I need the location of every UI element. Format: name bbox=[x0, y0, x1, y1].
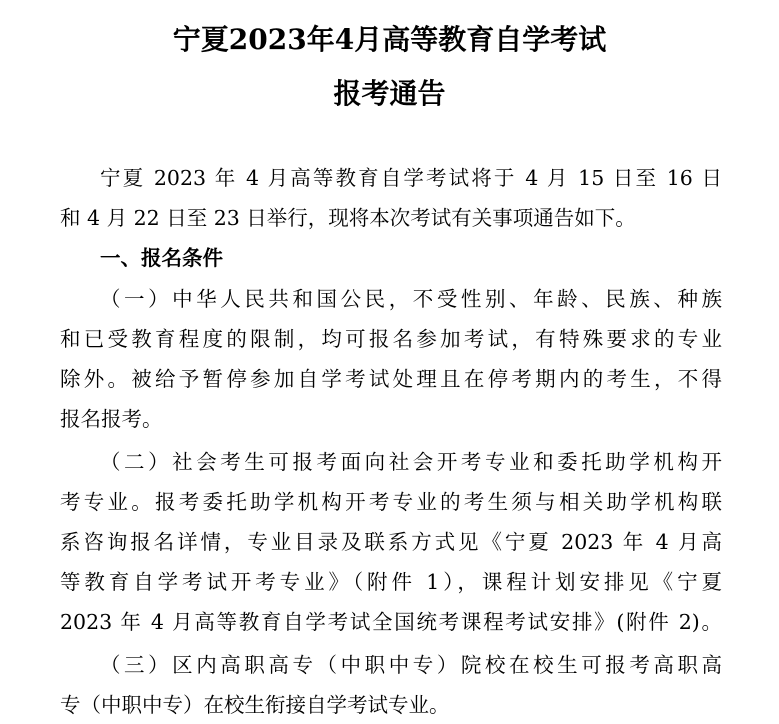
paragraph-line: 和 4 月 22 日至 23 日举行，现将本次考试有关事项通告如下。 bbox=[60, 206, 636, 230]
paragraph-line: 报名报考。 bbox=[60, 407, 163, 431]
document-subtitle: 报考通告 bbox=[333, 77, 446, 110]
paragraph-line: 2023 年 4 月高等教育自学考试全国统考课程考试安排》(附件 2)。 bbox=[60, 610, 722, 634]
paragraph-line: 专（中职中专）在校生衔接自学考试专业。 bbox=[60, 693, 450, 717]
paragraph-line: 等教育自学考试开考专业》（附件 1），课程计划安排见《宁夏 bbox=[60, 570, 722, 594]
paragraph-line: （二）社会考生可报考面向社会开考专业和委托助学机构开 bbox=[100, 450, 722, 474]
paragraph-line: 和已受教育程度的限制，均可报名参加考试，有特殊要求的专业 bbox=[60, 327, 722, 351]
paragraph-line: 宁夏 2023 年 4 月高等教育自学考试将于 4 月 15 日至 16 日 bbox=[100, 166, 722, 190]
paragraph-line: （三）区内高职高专（中职中专）院校在校生可报考高职高 bbox=[100, 653, 722, 677]
paragraph-line: 除外。被给予暂停参加自学考试处理且在停考期内的考生，不得 bbox=[60, 367, 722, 391]
paragraph-line: （一）中华人民共和国公民，不受性别、年龄、民族、种族 bbox=[100, 287, 722, 311]
document-title: 宁夏2023年4月高等教育自学考试 bbox=[172, 23, 607, 56]
section-heading: 一、报名条件 bbox=[100, 246, 223, 270]
paragraph-line: 系咨询报名详情，专业目录及联系方式见《宁夏 2023 年 4 月高 bbox=[60, 530, 722, 554]
paragraph-line: 考专业。报考委托助学机构开考专业的考生须与相关助学机构联 bbox=[60, 490, 722, 514]
